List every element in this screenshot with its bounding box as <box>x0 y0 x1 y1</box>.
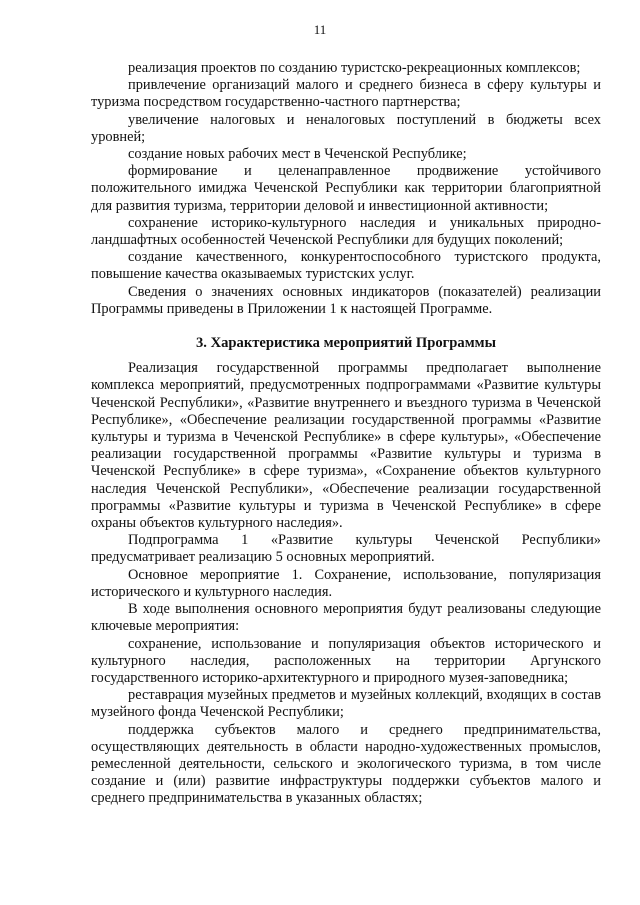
indicators-note: Сведения о значениях основных индикаторов (показателей) реализации Программы приведены в Приложении 1 к настоящей Программе. <box>91 283 601 317</box>
list-item: создание новых рабочих мест в Чеченской Республике; <box>128 146 467 163</box>
list-item: формирование и целенаправленное продвижение устойчивого положительного имиджа Чеченской Республики как территории благоприятной для развития туризма, территории деловой и инвестиционной активности; <box>91 163 601 214</box>
list-item: реставрация музейных предметов и музейных коллекций, входящих в состав музейного фонда Чеченской Республики; <box>91 687 601 721</box>
list-item: поддержка субъектов малого и среднего предпринимательства, осуществляющих деятельность в области народно-художественных промыслов, ремесленной деятельности, сельского и экологического туризма, в том числе создание и (или) развитие инфраструктуры поддержки субъектов малого и среднего предпринимательства в указанных областях; <box>91 721 601 807</box>
paragraph: Основное мероприятие 1. Сохранение, использование, популяризация исторического и культурного наследия. <box>91 566 601 600</box>
list-item: создание качественного, конкурентоспособного туристского продукта, повышение качества оказываемых туристских услуг. <box>91 249 601 283</box>
page-number: 11 <box>313 22 327 37</box>
list-item: сохранение историко-культурного наследия и уникальных природно-ландшафтных особенностей Чеченской Республики для будущих поколений; <box>91 214 601 249</box>
paragraph: Реализация государственной программы предполагает выполнение комплекса мероприятий, предусмотренных подпрограммами «Развитие культуры Чеченской Республики», «Развитие внутреннего и въездного туризма в Чеченской Республике», «Обеспечение реализации государственной программы «Развитие культуры и туризма в Чеченской Республике» в сфере культуры», «Обеспечение реализации государственной программы «Развитие культуры и туризма в Чеченской Республике» в сфере туризма», «Сохранение объектов культурного наследия Чеченской Республики», «Обеспечение реализации государственной программы «Развитие культуры и туризма в Чеченской Республике» в сфере охраны объектов культурного наследия». <box>91 360 601 532</box>
list-item: реализация проектов по созданию туристско-рекреационных комплексов; <box>128 60 581 76</box>
document-body <box>91 60 601 808</box>
paragraph: Подпрограмма 1 «Развитие культуры Чеченской Республики» предусматривает реализацию 5 основных мероприятий. <box>91 532 601 566</box>
list-item: увеличение налоговых и неналоговых поступлений в бюджеты всех уровней; <box>91 111 601 145</box>
list-item: привлечение организаций малого и среднего бизнеса в сферу культуры и туризма посредством государственно-частного партнерства; <box>91 77 601 111</box>
paragraph: В ходе выполнения основного мероприятия будут реализованы следующие ключевые мероприятия: <box>91 601 601 635</box>
section-title: 3. Характеристика мероприятий Программы <box>196 335 496 352</box>
list-item: сохранение, использование и популяризация объектов исторического и культурного наследия, расположенных на территории Аргунского государственного историко-архитектурного и природного музея-заповедника; <box>91 635 601 686</box>
